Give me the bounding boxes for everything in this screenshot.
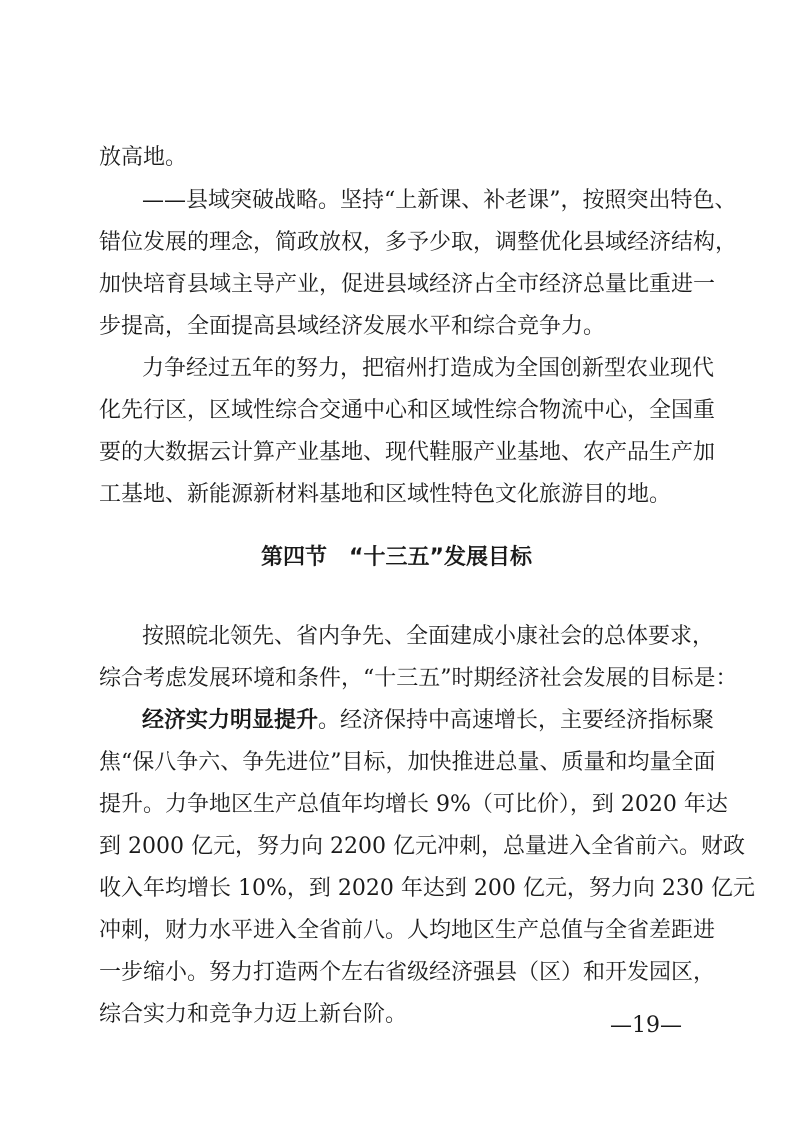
text-line: 冲刺，财力水平进入全省前八。人均地区生产总值与全省差距进 [99,918,716,943]
text-line: 按照皖北领先、省内争先、全面建成小康社会的总体要求， [142,624,715,649]
text-line: 要的大数据云计算产业基地、现代鞋服产业基地、农产品生产加 [99,440,716,465]
text-line: 错位发展的理念，简政放权，多予少取，调整优化县域经济结构， [99,230,738,255]
text-line-with-bold-lead [142,706,715,736]
text-line: 一步缩小。努力打造两个左右省级经济强县（区）和开发园区， [99,960,716,985]
text-line: 化先行区，区域性综合交通中心和区域性综合物流中心，全国重 [99,398,716,423]
text-line: 收入年均增长 10%，到 2020 年达到 200 亿元，努力向 230 亿元 [99,876,755,901]
bold-lead: 经济实力明显提升 [142,708,319,733]
page-number: —19— [610,1013,682,1038]
text-line: ——县域突破战略。坚持“上新课、补老课”，按照突出特色、 [142,188,737,213]
text-line: 步提高，全面提高县域经济发展水平和综合竞争力。 [99,314,606,339]
text-line: 综合考虑发展环境和条件，“十三五”时期经济社会发展的目标是： [99,666,738,691]
text-line: 提升。力争地区生产总值年均增长 9%（可比价），到 2020 年达 [99,792,728,817]
text-line: 到 2000 亿元，努力向 2200 亿元冲刺，总量进入全省前六。财政 [99,834,745,859]
text-line: 综合实力和竞争力迈上新台阶。 [99,1002,408,1027]
section-heading: 第四节 “十三五”发展目标 [261,545,532,570]
text-line: 加快培育县域主导产业，促进县域经济占全市经济总量比重进一 [99,272,716,297]
text-line: 工基地、新能源新材料基地和区域性特色文化旅游目的地。 [99,482,672,507]
text-line: 放高地。 [99,145,188,170]
text-line: 焦“保八争六、争先进位”目标，加快推进总量、质量和均量全面 [99,750,716,775]
text-line: 。经济保持中高速增长，主要经济指标聚 [318,708,715,733]
text-line: 力争经过五年的努力，把宿州打造成为全国创新型农业现代 [142,356,715,381]
